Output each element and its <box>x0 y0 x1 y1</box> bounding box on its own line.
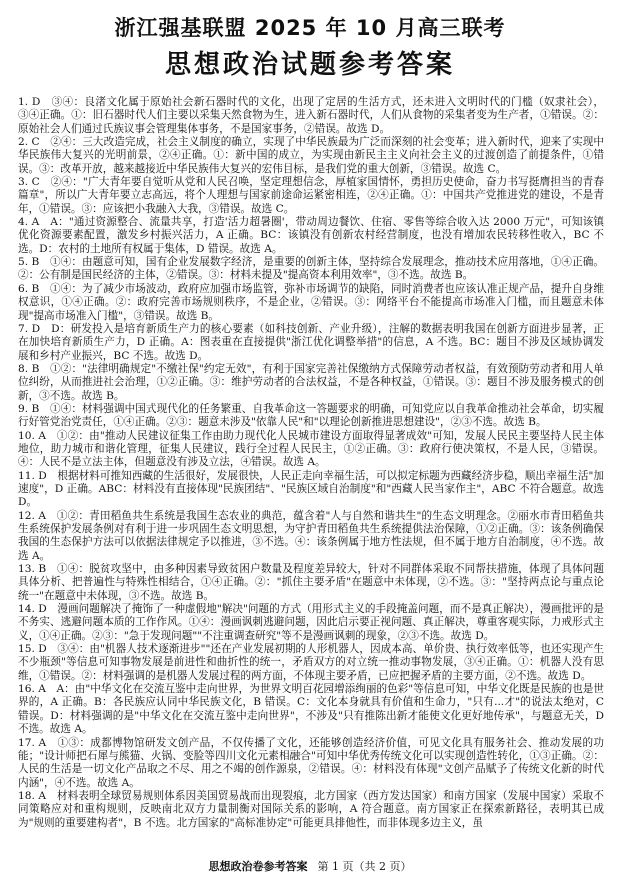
answer-14: 14. D 漫画问题解决了掩饰了一种虚假地"解决"问题的方式（用形式主义的手段掩盖问题，而不是真正解决），漫画批评的是不务实、逃避问题本质的工作作风。①④：漫画讽刺逃避问题，因此启示要正视问题、真正解决，尊重客观实际，力戒形式主义，①④正确。②③："急于发现问题""不注重调查研究"等不是漫画讽刺的现象，②③不选。故选 D。 <box>18 603 604 642</box>
exam-title: 浙江强基联盟 2025 年 10 月高三联考 <box>114 16 506 40</box>
answer-4: 4. A A："通过资源整合、流量共享，打造'活力超暑圈'，带动周边餐饮、住宿、零售等综合收入达 2000 万元"，可知该镇优化资源要素配置，激发乡村振兴活力，A 正确。BC：该镇没有创新农村经营制度，也没有增加农民转移性收入，BC 不选。D：农村的土地所有权属于集体，D 错误。故选 A。 <box>18 216 604 255</box>
answer-15: 15. D ③④：由"机器人技术逐渐进步""还在产业发展初期的人形机器人，因成本高、单价贵、执行效率低等，也还实现产生不少瓶颈"等信息可知事物发展是前进性和曲折性的统一，矛盾双方的对立统一推动事物发展，③④正确。①：机器人没有思维，①错误。②：材料强调的是机器人发展过程的两方面，不体现主要矛盾，已应把握矛盾的主要方面，②不选。故选 D。 <box>18 643 604 682</box>
answer-5: 5. B ①④：由题意可知，国有企业发展数字经济，是重要的创新主体，坚持综合发展理念，推动技术应用落地，①④正确。②：公有制是国民经济的主体，②错误。③：材料未提及"提高资本利用效率"，③不选。故选 B。 <box>18 256 604 282</box>
answer-1: 1. D ③④：良渚文化属于原始社会新石器时代的文化，出现了定居的生活方式，还未进入文明时代的门槛（奴隶社会），③④正确。①：旧石器时代人们主要以采集天然食物为生，进入新石器时代，人们从食物的采集者变为生产者，①错误。②：原始社会人们通过氏族议事会管理集体事务，不是国家事务，②错误。故选 D。 <box>18 96 604 135</box>
answer-10: 10. A ①②：由"推动人民建议征集工作由助力现代化人民城市建设方面取得显著成效"可知，发展人民民主要坚持人民主体地位，助力城市和谐化管理，征集人民建议，践行全过程人民民主，①②正确。③：政府行使决策权，不是人民，③错误。④：人民不是立法主体，但题意没有涉及立法，④错误。故选 A。 <box>18 429 604 469</box>
answer-2: 2. C ②④：三大改造完成，社会主义制度的确立，实现了中华民族最为广泛而深刻的社会变革；进入新时代，迎来了实现中华民族伟大复兴的光明前景，②④正确。①：新中国的成立，为实现由新民主主义向社会主义的过渡创造了前提条件，①错误。③：改革开放，越来越接近中华民族伟大复兴的宏伟目标，是我们党的重大创新，③错误。故选 C。 <box>18 136 604 175</box>
answer-7: 7. D D：研发投入是培育新质生产力的核心要素（如科技创新、产业升级），注解的数据表明我国在创新方面进步显著，正在加快培育新质生产力，D 正确。A：图表重在直接提供"浙江优化调整举措"的信息，A 不选。BC：题目不涉及区域协调发展和乡村产业振兴，BC 不选。故选 D。 <box>18 322 604 362</box>
answer-8: 8. B ①②："法律明确规定"不缴社保"约定无效"，有利于国家完善社保缴纳方式保障劳动者权益，有效预防劳动者和用人单位纠纷，从而推进社会治理，①②正确。③：维护劳动者的合法权益，不是各种权益，①错误。③：题目不涉及服务模式的创新，③不选。故选 B。 <box>18 362 604 402</box>
answer-17: 17. A ①③：成都博物馆研发文创产品，不仅传播了文化，还能够创造经济价值，可见文化具有服务社会、推动发展的功能；"设计师把石犀与熊猫、火锅、变脸等四川文化元素相融合"可知中华优秀传统文化可以实现创造性转化，①③正确。②：人民的生活是一切文化产品取之不尽、用之不竭的创作源泉，②错误。④：材料没有体现"文创产品赋予了传统文化新的时代内涵"，④不选。故选 A。 <box>18 736 604 789</box>
answer-key-title: 思想政治试题参考答案 <box>164 50 455 80</box>
page-footer <box>0 858 620 874</box>
answer-13: 13. B ①④：脱贫攻坚中，由多种因素导致贫困户数量及程度差异较大，针对不同群体采取不同帮扶措施，体现了具体问题具体分析、把普遍性与特殊性相结合，①④正确。②："抓住主要矛盾"在题意中未体现，②不选。③："坚持两点论与重点论统一"在题意中未体现，③不选。故选 B。 <box>18 563 604 602</box>
footer-page-number: 第 1 页（共 2 页） <box>317 860 412 873</box>
answer-11: 11. D 根据材料可推知西藏的生活很好，发展很快，人民正走向幸福生活，可以拟定标题为西藏经济步稳，顺出幸福生活"加速度"，D 正确。ABC：材料没有直接体现"民族团结"、"民族区域自治制度"和"西藏人民当家作主"，ABC 不符合题意。故选 D。 <box>18 469 604 509</box>
answer-16: 16. A A：由"中华文化在交流互鉴中走向世界，为世界文明百花园增添绚丽的色彩"等信息可知，中华文化既是民族的也是世界的，A 正确。B：各民族应认同中华民族文化，B 错误。C：文化本身就具有价值和生命力，"只有...才"的说法太绝对，C 错误。D：材料强调的是"中华文化在交流互鉴中走向世界"，不涉及"只有推陈出新才能使文化更好地传承"，与题意无关，D 不选。故选 A。 <box>18 683 604 736</box>
answer-12: 12. A ①②：青田稻鱼共生系统是我国生态农业的典范，蕴含着"人与自然和谐共生"的生态文明理念。②丽水市青田稻鱼共生系统保护发展条例对有利于进一步巩固生态文明思想，为守护青田稻鱼共生系统提供法治保障，①②正确。③：该条例确保我国的生态保护方法可以依据法律规定予以推进，③不选。④：该条例属于地方性法规，但不属于地方自治制度，④不选。故选 A。 <box>18 509 604 562</box>
answer-3: 3. C ②④："广大青年要自觉听从党和人民召唤，坚定理想信念，厚植家国情怀，勇担历史使命，奋力书写挺膺担当的青春篇章"，所以广大青年要立志高远，将个人理想与国家前途命运紧密相连，②④正确。①：中国共产党推进党的建设，不是青年，①错误。③：应该把小我融入大我，③错误。故选 C。 <box>18 176 604 215</box>
footer-title: 思想政治卷参考答案 <box>208 860 308 873</box>
answer-18: 18. A 材料表明全球贸易规则体系因美国贸易战而出现裂痕，北方国家（西方发达国家）和南方国家（发展中国家）采取不同策略应对和重构规则，反映南北双方力量制衡对国际关系的影响，A 符合题意。南方国家正在探索新路径，表明其已成为"规则的重要建构者"，B 不选。北方国家的"高标准协定"可能更具排他性，而非体现多边主义，虽 <box>18 789 604 829</box>
answers-body <box>18 96 604 848</box>
answer-9: 9. B ①④：材料强调中国式现代化的任务繁重、自我革命这一答题要求的明确，可知党应以自我革命推动社会革命，切实履行好管党治党责任，①④正确。②③：题意未涉及"依靠人民"和"以理论创新推进思想建设"，②③不选。故选 B。 <box>18 402 604 429</box>
answer-6: 6. B ①④：为了减少市场波动，政府应加强市场监管，弥补市场调节的缺陷，同时消费者也应该认准正规产品，提升自身维权意识，①④正确。②：政府完善市场规则秩序，不是企业，②错误。③：网络平台不能提高市场准入门槛，而且题意未体现"提高市场准入门槛"，③错误。故选 B。 <box>18 282 604 322</box>
